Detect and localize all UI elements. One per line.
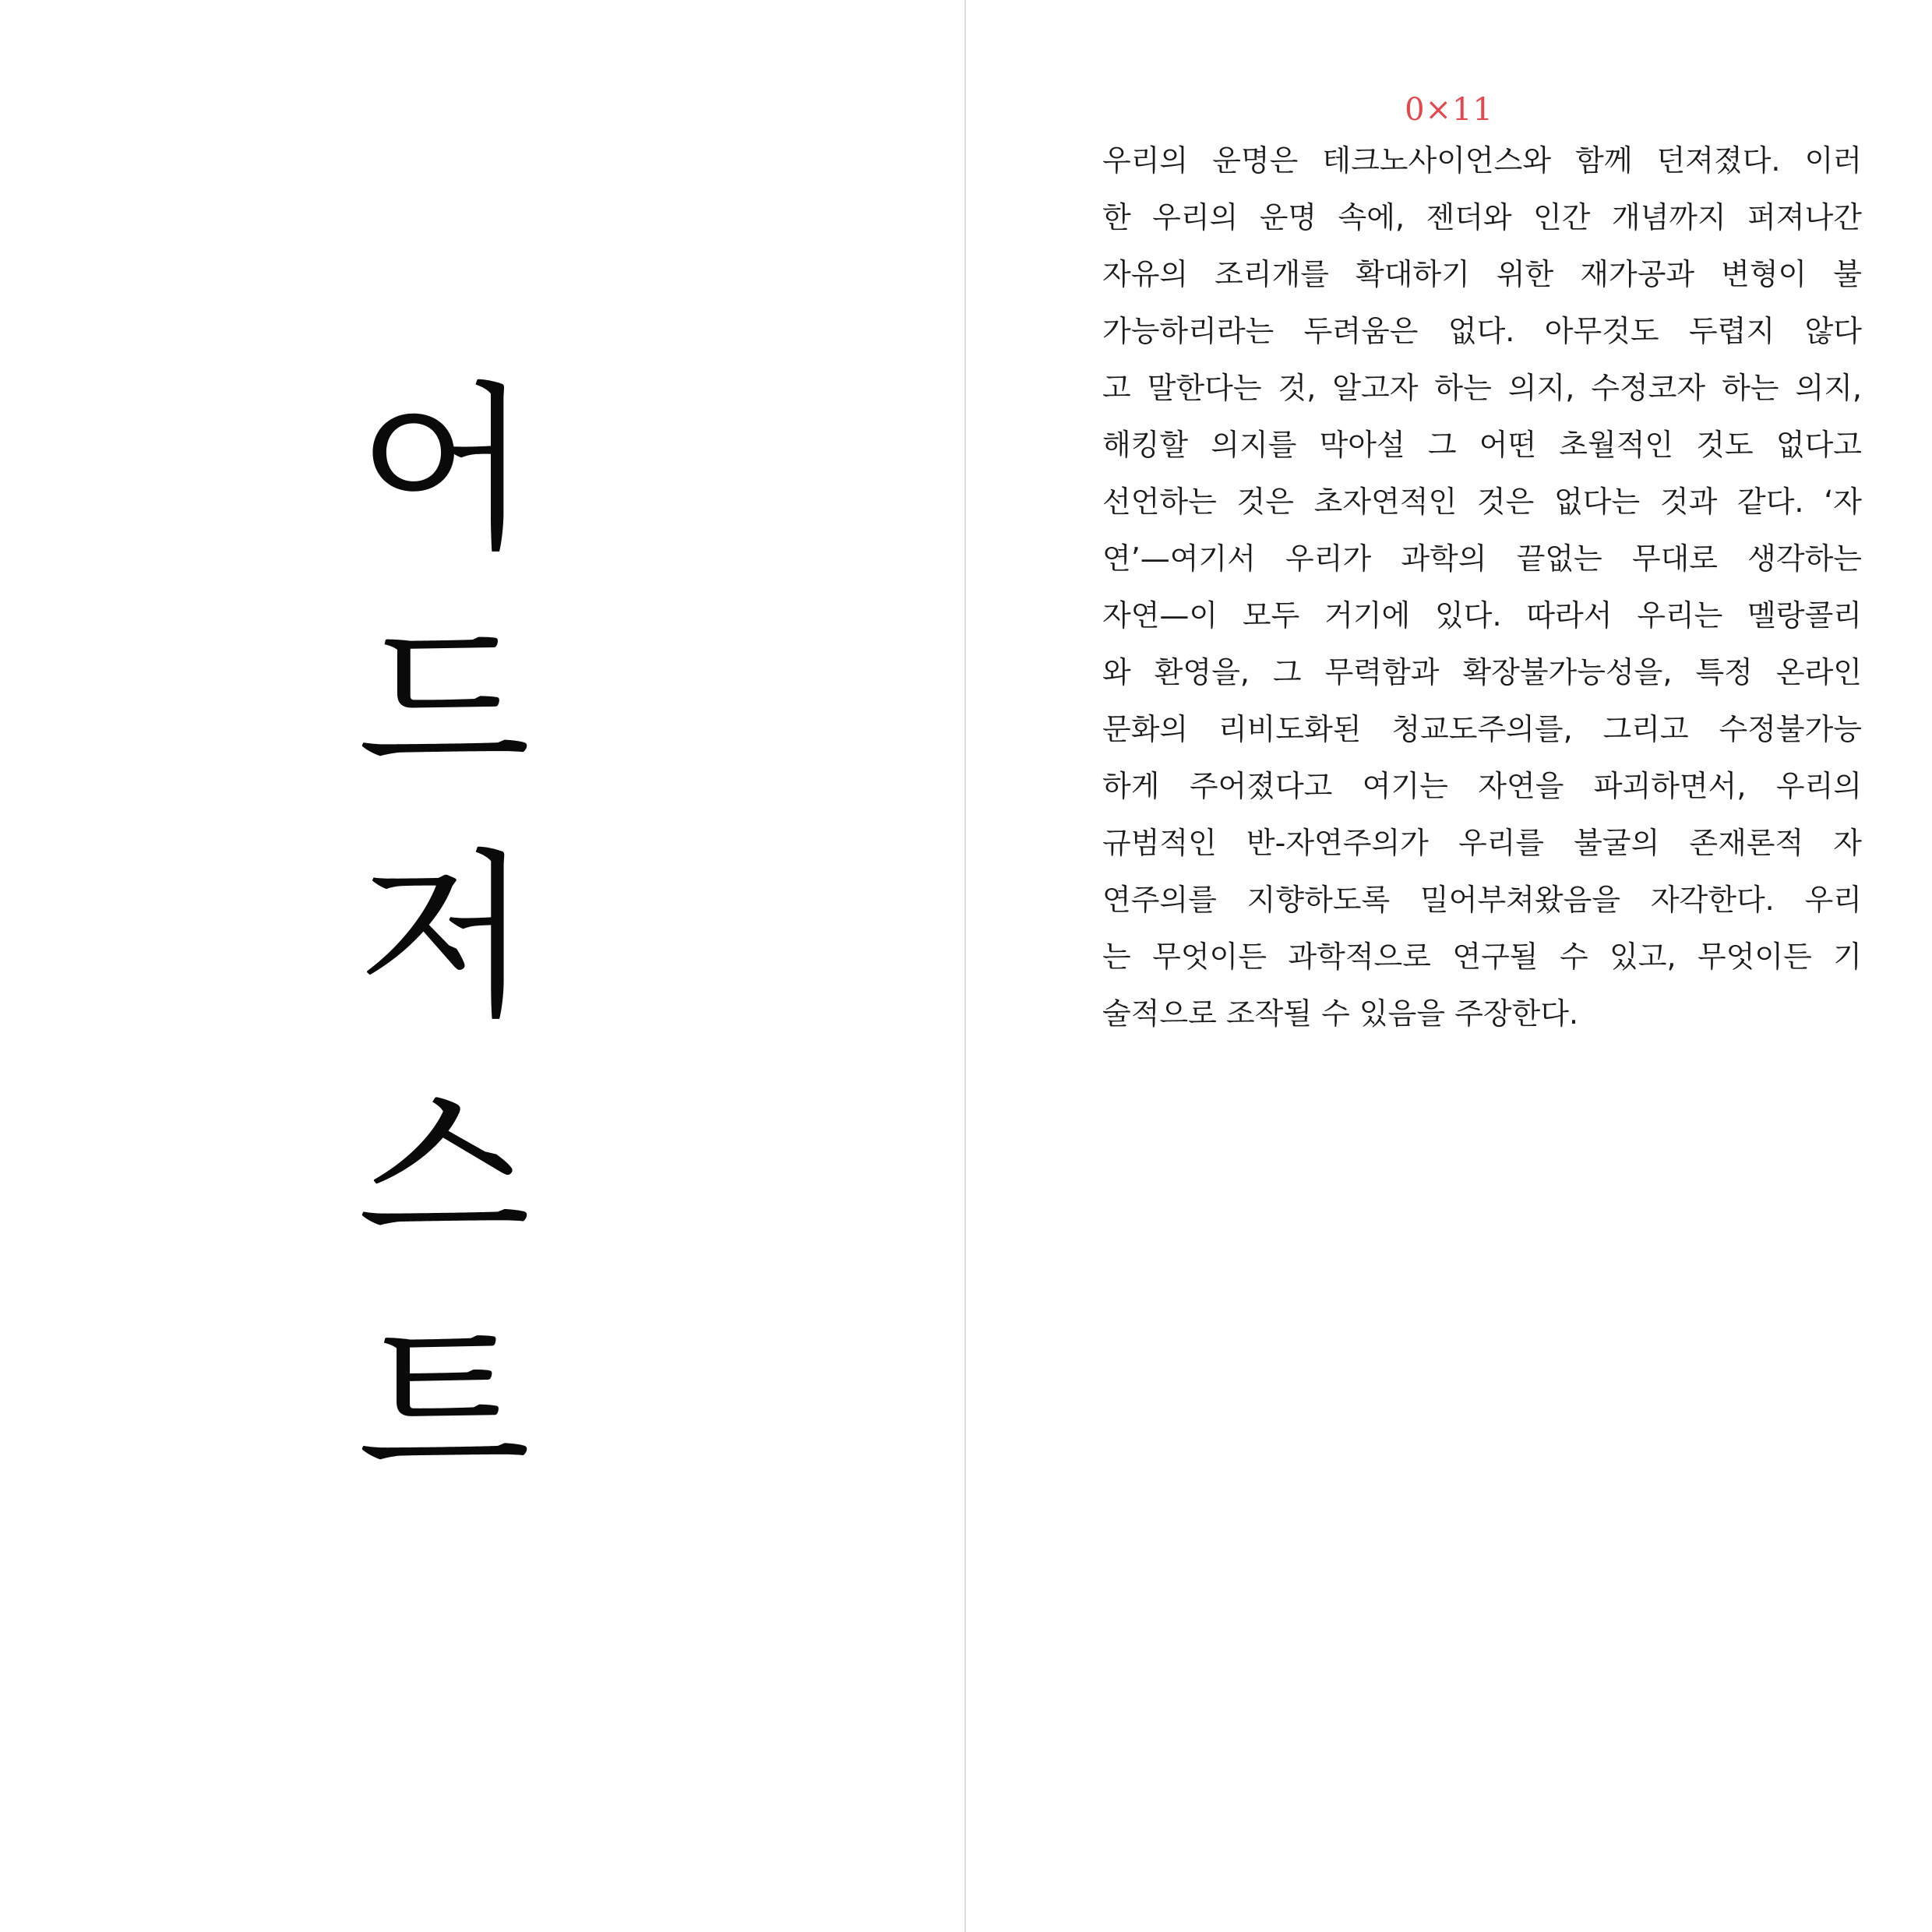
body-paragraph — [1102, 132, 1862, 1042]
title-glyph: 스 — [357, 1068, 531, 1276]
left-page — [0, 0, 964, 1932]
title-glyph: 어 — [357, 367, 531, 575]
text-line: 우리의 운명은 테크노사이언스와 함께 던져졌다. 이러 — [1102, 143, 1862, 178]
text-line: 자연—이 모두 거기에 있다. 따라서 우리는 멜랑콜리 — [1102, 598, 1862, 633]
text-line: 선언하는 것은 초자연적인 것은 없다는 것과 같다. ‘자 — [1102, 485, 1862, 519]
text-line: 하게 주어졌다고 여기는 자연을 파괴하면서, 우리의 — [1102, 769, 1862, 803]
title-glyph: 드 — [357, 601, 531, 809]
title-glyph: 저 — [357, 834, 531, 1042]
text-line: 와 환영을, 그 무력함과 확장불가능성을, 특정 온라인 — [1102, 655, 1862, 689]
text-line: 규범적인 반-자연주의가 우리를 불굴의 존재론적 자 — [1102, 826, 1862, 860]
text-line: 자유의 조리개를 확대하기 위한 재가공과 변형이 불 — [1102, 257, 1862, 291]
text-line: 연’—여기서 우리가 과학의 끝없는 무대로 생각하는 — [1102, 541, 1862, 576]
text-line: 고 말한다는 것, 알고자 하는 의지, 수정코자 하는 의지, — [1102, 371, 1862, 405]
text-line: 가능하리라는 두려움은 없다. 아무것도 두렵지 않다 — [1102, 314, 1862, 348]
text-line: 술적으로 조작될 수 있음을 주장한다. — [1102, 996, 1579, 1031]
text-line: 해킹할 의지를 막아설 그 어떤 초월적인 것도 없다고 — [1102, 428, 1862, 462]
title-glyph: 트 — [357, 1302, 531, 1510]
text-line: 한 우리의 운명 속에, 젠더와 인간 개념까지 퍼져나간 — [1102, 200, 1862, 234]
page-number: 0×11 — [1405, 92, 1493, 128]
text-line: 문화의 리비도화된 청교도주의를, 그리고 수정불가능 — [1102, 712, 1862, 746]
text-line: 연주의를 지향하도록 밀어부쳐왔음을 자각한다. 우리 — [1102, 883, 1862, 917]
vertical-title — [343, 354, 545, 1523]
text-line: 는 무엇이든 과학적으로 연구될 수 있고, 무엇이든 기 — [1102, 940, 1862, 974]
